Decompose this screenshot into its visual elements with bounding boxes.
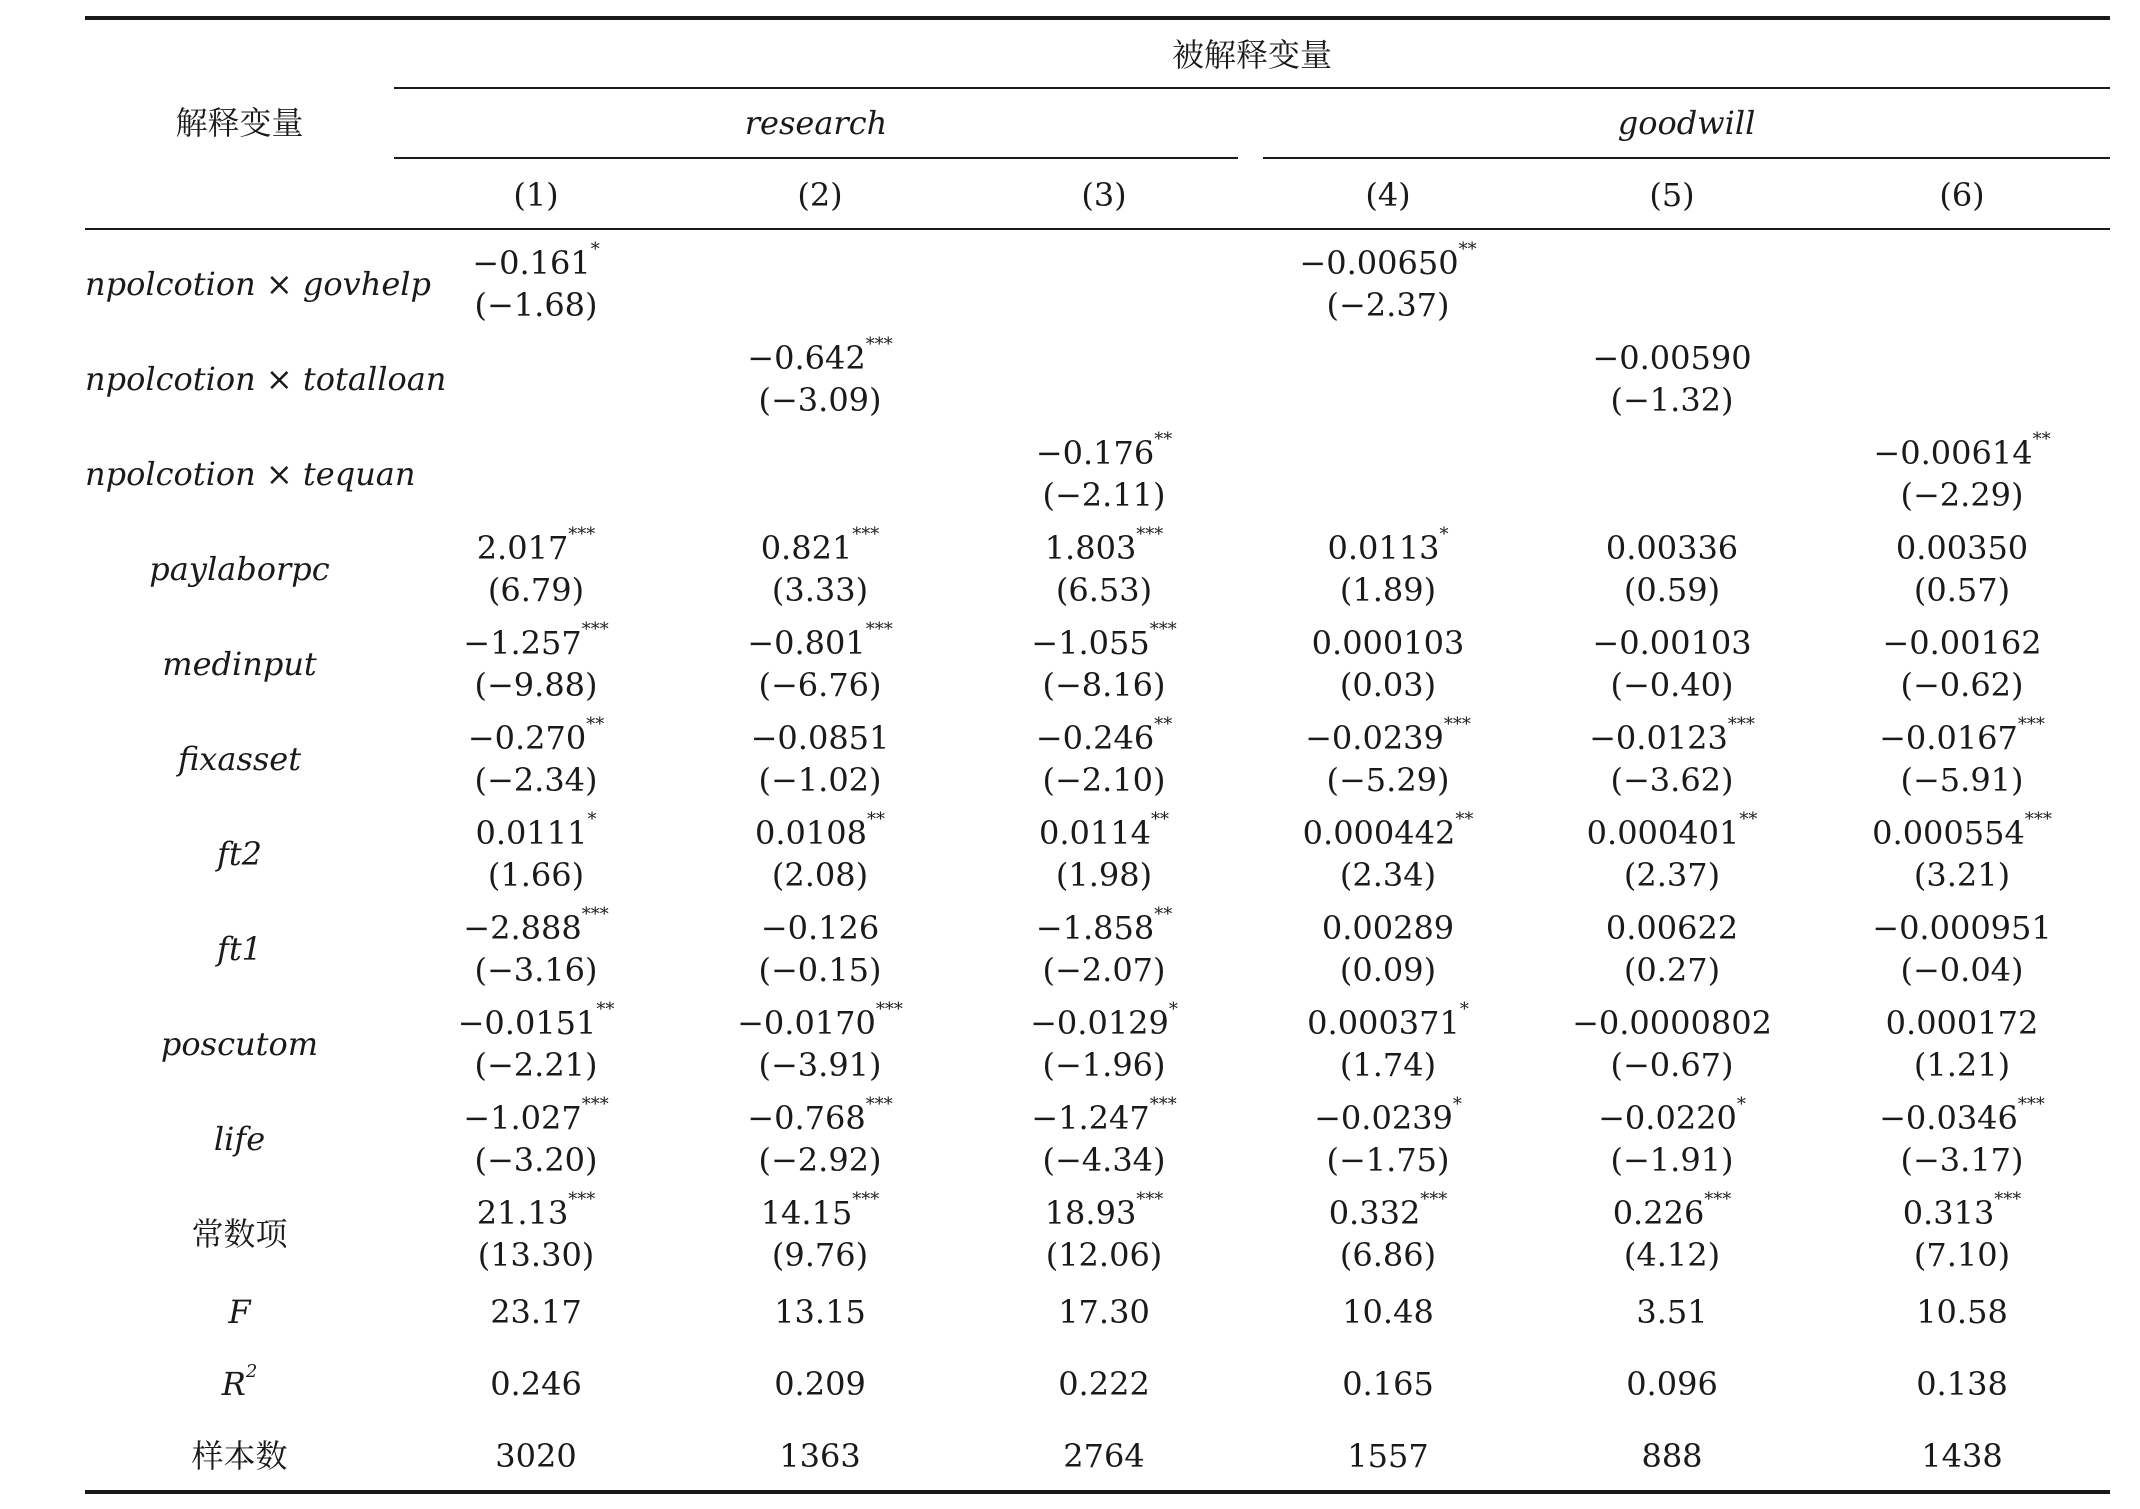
coefficient-value: −0.00590 [1592,339,1752,377]
coefficient-cell [1246,239,1530,284]
t-statistic: (−6.76) [758,666,882,704]
coefficient-value: 0.00289 [1321,909,1455,947]
coefficient-value: 0.0111 [475,814,588,852]
significance-stars: *** [1149,619,1177,640]
coefficient-value: 0.000371 [1307,1004,1460,1042]
significance-stars: *** [2024,809,2052,830]
coefficient-cell [1530,1189,1814,1234]
coefficient-cell [962,1189,1246,1234]
stat-value: 0.222 [1058,1365,1150,1403]
coefficient-value: 0.0108 [755,814,867,852]
coefficient-value: −1.027 [463,1099,582,1137]
coefficient-value: 0.000401 [1586,814,1740,852]
coefficient-value: −0.270 [467,719,587,757]
coefficient-value: 0.000442 [1302,814,1456,852]
stat-value: 10.58 [1916,1293,2008,1331]
significance-stars: * [587,809,597,830]
t-statistic: (0.27) [1623,951,1721,989]
coefficient-cell [1246,714,1530,759]
t-statistic: (1.21) [1913,1046,2011,1084]
significance-stars: ** [586,714,605,735]
group-header-goodwill: goodwill [1617,104,1756,142]
t-statistic: (−4.34) [1042,1141,1166,1179]
significance-stars: * [1168,999,1178,1020]
coefficient-cell [678,524,962,569]
significance-stars: ** [1154,904,1173,925]
t-statistic: (0.57) [1913,571,2011,609]
significance-stars: *** [865,1094,893,1115]
significance-stars: ** [1739,809,1758,830]
t-statistic: (−1.02) [758,761,882,799]
stat-value: 13.15 [774,1293,866,1331]
coefficient-value: 18.93 [1044,1194,1137,1232]
coefficient-cell [678,619,962,664]
mid-rule [85,228,2110,230]
dependent-variable-header: 被解释变量 [1171,36,1332,74]
stat-value: 1557 [1347,1437,1429,1475]
coefficient-cell [1530,1094,1814,1139]
coefficient-value: 0.0113 [1327,529,1440,567]
coefficient-cell [394,809,678,854]
t-statistic: (3.21) [1913,856,2011,894]
significance-stars: ** [1150,809,1169,830]
coefficient-cell [394,1094,678,1139]
row-label: medinput [162,645,317,683]
t-statistic: (12.06) [1045,1236,1163,1274]
t-statistic: (−2.37) [1326,286,1450,324]
stat-value: 0.246 [490,1365,582,1403]
group-rule-research [394,157,1238,159]
coefficient-value: −0.0851 [750,719,890,757]
coefficient-value: 0.000554 [1872,814,2025,852]
coefficient-value: −0.176 [1035,434,1155,472]
row-label: ft1 [216,930,263,968]
stat-value: 888 [1641,1437,1703,1475]
explanatory-variable-header: 解释变量 [175,104,304,142]
t-statistic: (−2.92) [758,1141,882,1179]
t-statistic: (−2.21) [474,1046,598,1084]
coefficient-cell [962,904,1246,949]
coefficient-cell [1814,622,2110,664]
stat-label-superscript: 2 [245,1361,258,1382]
coefficient-cell [962,429,1246,474]
t-statistic: (9.76) [771,1236,869,1274]
coefficient-cell [1814,527,2110,569]
significance-stars: *** [2017,1094,2045,1115]
row-label: npolcotion × govhelp [85,265,431,303]
stat-label-text: R [221,1365,246,1403]
t-statistic: (−3.20) [474,1141,598,1179]
coefficient-value: −0.0151 [457,1004,597,1042]
stat-value: 1363 [779,1437,861,1475]
t-statistic: (−1.96) [1042,1046,1166,1084]
coefficient-cell [1814,1094,2110,1139]
significance-stars: *** [852,524,880,545]
coefficient-value: −0.642 [747,339,866,377]
coefficient-cell [1246,1189,1530,1234]
t-statistic: (−3.09) [758,381,882,419]
coefficient-cell [962,999,1246,1044]
stat-label [85,1435,394,1477]
stat-label-text: 样本数 [191,1437,288,1475]
coefficient-value: −0.0167 [1879,719,2018,757]
coefficient-cell [1530,907,1814,949]
t-statistic: (0.59) [1623,571,1721,609]
significance-stars: ** [1458,239,1477,260]
coefficient-cell [394,619,678,664]
coefficient-value: −0.000951 [1872,909,2052,947]
stat-value: 23.17 [490,1293,582,1331]
t-statistic: (−0.67) [1610,1046,1734,1084]
t-statistic: (2.34) [1339,856,1437,894]
row-label: 常数项 [191,1215,288,1253]
coefficient-value: −0.00103 [1592,624,1752,662]
coefficient-value: 0.00622 [1605,909,1739,947]
coefficient-cell [1530,337,1814,379]
coefficient-value: −0.0123 [1589,719,1728,757]
t-statistic: (1.89) [1339,571,1437,609]
significance-stars: *** [1727,714,1755,735]
t-statistic: (−2.34) [474,761,598,799]
header-rule [394,87,2110,89]
significance-stars: *** [1443,714,1471,735]
t-statistic: (6.79) [487,571,585,609]
t-statistic: (−1.68) [474,286,598,324]
coefficient-cell [1530,1002,1814,1044]
t-statistic: (2.08) [771,856,869,894]
coefficient-value: −0.768 [747,1099,866,1137]
t-statistic: (6.86) [1339,1236,1437,1274]
coefficient-cell [394,239,678,284]
coefficient-cell [1246,999,1530,1044]
coefficient-cell [1530,714,1814,759]
coefficient-value: 0.313 [1902,1194,1995,1232]
coefficient-value: 1.803 [1044,529,1137,567]
coefficient-value: −0.00614 [1873,434,2033,472]
significance-stars: *** [875,999,903,1020]
coefficient-value: 0.332 [1328,1194,1421,1232]
significance-stars: * [590,239,600,260]
significance-stars: *** [1136,524,1164,545]
significance-stars: *** [581,904,609,925]
stat-label [85,1291,394,1333]
coefficient-value: −1.247 [1031,1099,1150,1137]
coefficient-cell [1246,809,1530,854]
coefficient-value: 2.017 [476,529,569,567]
significance-stars: *** [568,524,596,545]
coefficient-cell [1246,1094,1530,1139]
coefficient-value: −0.0239 [1314,1099,1453,1137]
significance-stars: *** [865,334,893,355]
coefficient-value: −0.00650 [1299,244,1459,282]
significance-stars: ** [1455,809,1474,830]
coefficient-cell [1814,1189,2110,1234]
t-statistic: (−1.91) [1610,1141,1734,1179]
t-statistic: (1.98) [1055,856,1153,894]
coefficient-value: 0.00336 [1605,529,1739,567]
significance-stars: *** [581,1094,609,1115]
significance-stars: *** [581,619,609,640]
coefficient-value: 0.821 [760,529,853,567]
t-statistic: (2.37) [1623,856,1721,894]
t-statistic: (−5.91) [1900,761,2024,799]
stat-value: 10.48 [1342,1293,1434,1331]
significance-stars: *** [568,1189,596,1210]
coefficient-cell [1814,809,2110,854]
t-statistic: (−2.07) [1042,951,1166,989]
t-statistic: (−0.04) [1900,951,2024,989]
coefficient-value: −0.0220 [1598,1099,1737,1137]
top-rule [85,16,2110,20]
coefficient-cell [1530,622,1814,664]
significance-stars: ** [1154,714,1173,735]
column-number: (5) [1649,176,1695,214]
t-statistic: (4.12) [1623,1236,1721,1274]
t-statistic: (6.53) [1055,571,1153,609]
stat-value: 17.30 [1058,1293,1150,1331]
stat-value: 0.138 [1916,1365,2008,1403]
coefficient-cell [678,717,962,759]
stat-value: 1438 [1921,1437,2003,1475]
significance-stars: *** [1136,1189,1164,1210]
t-statistic: (−0.62) [1900,666,2024,704]
t-statistic: (−1.32) [1610,381,1734,419]
t-statistic: (−0.40) [1610,666,1734,704]
t-statistic: (−9.88) [474,666,598,704]
coefficient-value: 21.13 [476,1194,569,1232]
significance-stars: ** [866,809,885,830]
coefficient-cell [1246,524,1530,569]
significance-stars: ** [2032,429,2051,450]
t-statistic: (−1.75) [1326,1141,1450,1179]
coefficient-cell [1246,907,1530,949]
row-label: npolcotion × tequan [85,455,416,493]
significance-stars: *** [1149,1094,1177,1115]
coefficient-value: −0.161 [472,244,591,282]
column-number: (1) [513,176,559,214]
t-statistic: (3.33) [771,571,869,609]
t-statistic: (−2.29) [1900,476,2024,514]
bottom-rule [85,1490,2110,1494]
stat-value: 0.165 [1342,1365,1434,1403]
coefficient-value: 0.00350 [1895,529,2029,567]
coefficient-cell [678,907,962,949]
coefficient-value: 0.000103 [1311,624,1465,662]
stat-value: 3.51 [1636,1293,1708,1331]
coefficient-value: −0.0000802 [1572,1004,1772,1042]
coefficient-value: 14.15 [760,1194,853,1232]
t-statistic: (−3.91) [758,1046,882,1084]
coefficient-cell [678,334,962,379]
t-statistic: (−3.16) [474,951,598,989]
coefficient-value: −0.0239 [1305,719,1444,757]
t-statistic: (0.03) [1339,666,1437,704]
coefficient-cell [394,714,678,759]
stat-value: 0.209 [774,1365,866,1403]
coefficient-value: 0.000172 [1885,1004,2039,1042]
coefficient-value: 0.226 [1612,1194,1705,1232]
t-statistic: (−2.10) [1042,761,1166,799]
coefficient-cell [962,619,1246,664]
coefficient-cell [394,1189,678,1234]
coefficient-value: −1.257 [463,624,582,662]
coefficient-value: −0.246 [1035,719,1155,757]
coefficient-cell [1814,429,2110,474]
coefficient-cell [678,809,962,854]
column-number: (2) [797,176,843,214]
t-statistic: (−2.11) [1042,476,1166,514]
significance-stars: *** [1420,1189,1448,1210]
significance-stars: * [1452,1094,1462,1115]
coefficient-cell [1814,714,2110,759]
column-number: (4) [1365,176,1411,214]
coefficient-cell [1246,622,1530,664]
coefficient-cell [962,809,1246,854]
t-statistic: (7.10) [1913,1236,2011,1274]
coefficient-cell [1814,1002,2110,1044]
significance-stars: *** [865,619,893,640]
group-header-research: research [744,104,888,142]
coefficient-cell [962,524,1246,569]
coefficient-cell [1530,527,1814,569]
coefficient-cell [394,999,678,1044]
coefficient-value: 0.0114 [1039,814,1151,852]
t-statistic: (−3.62) [1610,761,1734,799]
t-statistic: (1.66) [487,856,585,894]
t-statistic: (0.09) [1339,951,1437,989]
t-statistic: (−3.17) [1900,1141,2024,1179]
coefficient-value: −1.858 [1035,909,1155,947]
column-number: (3) [1081,176,1127,214]
significance-stars: *** [852,1189,880,1210]
significance-stars: ** [1154,429,1173,450]
coefficient-value: −1.055 [1031,624,1150,662]
row-label: npolcotion × totalloan [85,360,447,398]
t-statistic: (13.30) [477,1236,595,1274]
row-label: life [213,1120,266,1158]
stat-value: 2764 [1063,1437,1145,1475]
coefficient-cell [394,904,678,949]
significance-stars: *** [1994,1189,2022,1210]
column-number: (6) [1939,176,1985,214]
coefficient-value: −0.126 [760,909,880,947]
stat-value: 3020 [495,1437,577,1475]
t-statistic: (−0.15) [758,951,882,989]
stat-label-text: F [228,1293,251,1331]
coefficient-value: −0.00162 [1882,624,2042,662]
stat-label [85,1363,394,1405]
coefficient-cell [678,1189,962,1234]
coefficient-value: −0.0346 [1879,1099,2018,1137]
significance-stars: *** [2017,714,2045,735]
stat-value: 0.096 [1626,1365,1718,1403]
significance-stars: *** [1704,1189,1732,1210]
significance-stars: * [1459,999,1469,1020]
row-label: poscutom [160,1025,319,1063]
group-rule-goodwill [1263,157,2110,159]
significance-stars: ** [596,999,615,1020]
t-statistic: (1.74) [1339,1046,1437,1084]
coefficient-value: −2.888 [463,909,582,947]
row-label: paylaborpc [149,550,330,588]
coefficient-cell [962,1094,1246,1139]
coefficient-cell [1530,809,1814,854]
coefficient-value: −0.0170 [737,1004,876,1042]
coefficient-cell [1814,907,2110,949]
row-label: fixasset [177,740,302,778]
significance-stars: * [1439,524,1449,545]
significance-stars: * [1736,1094,1746,1115]
coefficient-cell [678,999,962,1044]
t-statistic: (−8.16) [1042,666,1166,704]
coefficient-cell [678,1094,962,1139]
coefficient-value: −0.801 [747,624,866,662]
row-label: ft2 [216,835,263,873]
coefficient-cell [962,714,1246,759]
coefficient-value: −0.0129 [1030,1004,1169,1042]
t-statistic: (−5.29) [1326,761,1450,799]
coefficient-cell [394,524,678,569]
